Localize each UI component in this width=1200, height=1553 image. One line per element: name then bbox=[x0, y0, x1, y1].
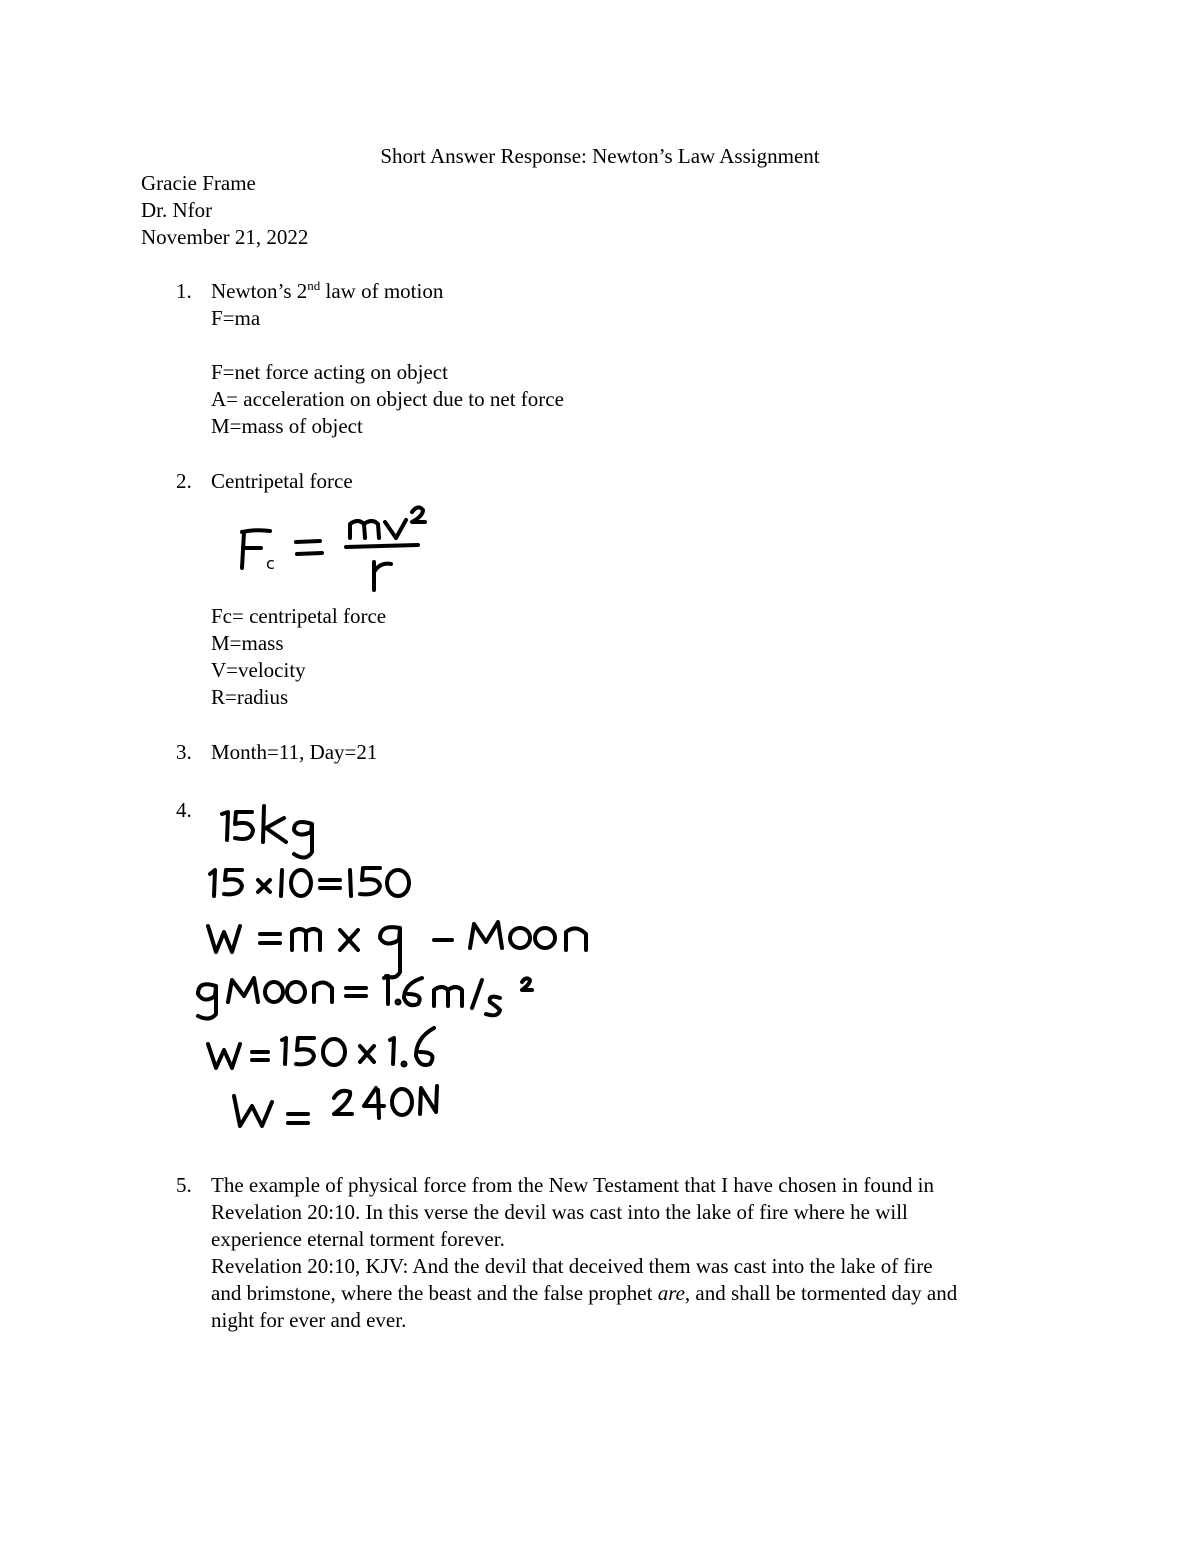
item-number: 2. bbox=[176, 469, 192, 493]
document-date: November 21, 2022 bbox=[141, 225, 309, 249]
definition: M=mass bbox=[211, 631, 284, 655]
item-number: 1. bbox=[176, 279, 192, 303]
heading-text: law of motion bbox=[320, 279, 444, 303]
definition: F=net force acting on object bbox=[211, 360, 448, 384]
document-title: Short Answer Response: Newton’s Law Assignment bbox=[380, 144, 820, 168]
text-run: , and shall be tormented day and bbox=[684, 1281, 958, 1305]
hand-line-6 bbox=[234, 1086, 437, 1126]
header-block bbox=[141, 170, 308, 251]
item-number: 5. bbox=[176, 1173, 192, 1197]
formula: F=ma bbox=[211, 306, 261, 330]
paragraph-line bbox=[211, 1280, 1066, 1307]
centripetal-formula-image bbox=[228, 500, 438, 600]
item-body bbox=[211, 603, 1066, 711]
item-body bbox=[211, 278, 1066, 440]
item-heading bbox=[211, 278, 1066, 305]
paragraph-line: Revelation 20:10, KJV: And the devil that deceived them was cast into the lake of fire bbox=[211, 1254, 933, 1278]
paragraph-line: night for ever and ever. bbox=[211, 1308, 407, 1332]
definition: Fc= centripetal force bbox=[211, 604, 387, 628]
definition: V=velocity bbox=[211, 658, 306, 682]
hand-line-1 bbox=[222, 806, 312, 858]
item-body bbox=[211, 739, 1066, 766]
hand-line-2 bbox=[210, 868, 409, 896]
italic-word: are bbox=[657, 1281, 685, 1305]
item-number: 3. bbox=[176, 740, 192, 764]
item-heading: Centripetal force bbox=[211, 469, 353, 493]
item-text: Month=11, Day=21 bbox=[211, 740, 378, 764]
formula-lhs-subscript: c bbox=[266, 554, 275, 573]
definition: R=radius bbox=[211, 685, 289, 709]
handwritten-work-image bbox=[190, 800, 610, 1140]
paragraph-line: Revelation 20:10. In this verse the devil was cast into the lake of fire where he will bbox=[211, 1200, 908, 1224]
heading-text: Newton’s 2 bbox=[211, 279, 308, 303]
hand-line-4 bbox=[198, 976, 532, 1019]
item-number: 4. bbox=[176, 798, 192, 822]
item-body bbox=[211, 468, 1066, 495]
author-name: Gracie Frame bbox=[141, 171, 256, 195]
definition: A= acceleration on object due to net force bbox=[211, 387, 564, 411]
definition: M=mass of object bbox=[211, 414, 363, 438]
item-body bbox=[211, 1172, 1066, 1334]
superscript: nd bbox=[307, 278, 321, 293]
paragraph-line: experience eternal torment forever. bbox=[211, 1227, 505, 1251]
paragraph-line: The example of physical force from the New Testament that I have chosen in found in bbox=[211, 1173, 934, 1197]
instructor-name: Dr. Nfor bbox=[141, 198, 213, 222]
hand-line-3 bbox=[208, 922, 586, 977]
text-run: and brimstone, where the beast and the false prophet bbox=[211, 1281, 658, 1305]
hand-line-5 bbox=[208, 1028, 434, 1068]
